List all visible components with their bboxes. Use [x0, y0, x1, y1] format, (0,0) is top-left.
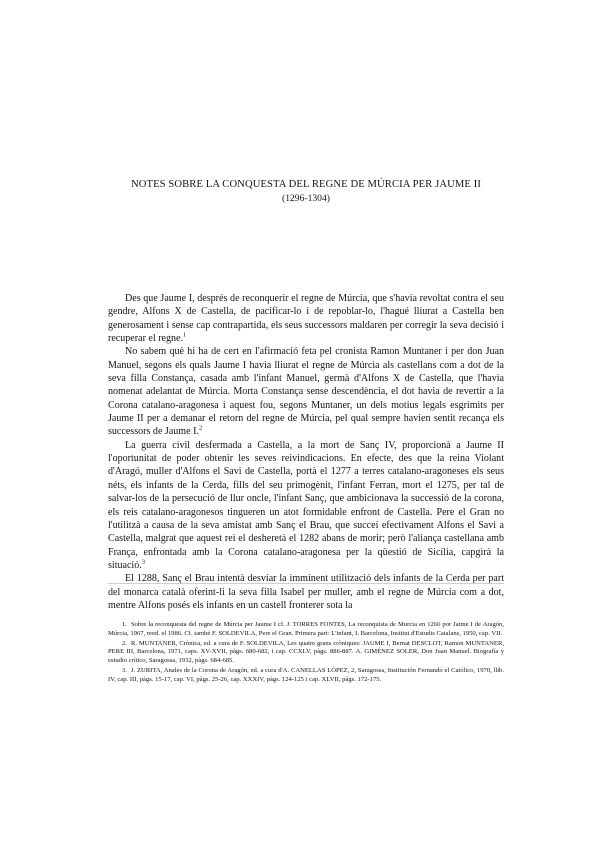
paragraph-text: Des que Jaume I, després de reconquerir el regne de Múrcia, que s'havia revoltat contra el seu gendre, Alfons X de Castella, de pacificar-lo i de repoblar-lo, l'hagué lliurat a Castella ben generosament i sense cap contrapartida, els seus successors maldaren per corregir la seva decisió i recuperar el regne. — [108, 293, 504, 345]
page-subtitle: (1296-1304) — [282, 193, 330, 204]
footnotes — [108, 621, 504, 686]
footnote-reference: 1 — [183, 331, 187, 339]
footnote-divider — [108, 583, 504, 584]
footnote-reference: 2 — [198, 425, 203, 433]
footnote — [108, 621, 504, 639]
footnote-text: J. ZURITA, Anales de la Corona de Aragón, ed. a cura d'A. CANELLAS LÓPEZ, 2, Saragossa, Institución Fernando el Católico, 1970, llib. IV, cap. III, pàgs. 15-17, cap. VI, pàgs. 25-26, cap. XXXIV, pàgs. 124-125 i cap. XLVII, pàgs. 172-175. — [108, 666, 504, 683]
body-paragraph — [108, 572, 504, 612]
footnote-number: 2. — [122, 639, 127, 647]
body-paragraph — [108, 439, 504, 572]
footnote — [108, 640, 504, 666]
footnote-text: Sobre la reconquesta del regne de Múrcia per Jaume I cf. J. TORRES FONTES, La reconquista de Murcia en 1266 por Jaime I de Aragón, Múrcia, 1967, reed. el 1986. Cf. també F. SOLDEVILA, Pere el Gran. Primera part: L'infant, I. Barcelona, Institut d'Estudis Catalans, 1950, cap. VII. — [108, 621, 504, 637]
footnote-text: R. MUNTANER, Crònica, ed. a cura de F. SOLDEVILA, Les quatre grans cròniques: JAUME I, Bernat DESCLOT, Ramon MUNTANER, PERE III, Barcelona, 1971, caps. XV-XVII, pàgs. 680-682, i cap. CCXLV, pàgs. 886-887. A. GIMÉNEZ SOLER, Don Juan Manuel. Biografía y estudio crítico, Saragossa, 1932, pàgs. 684-685. — [108, 639, 504, 665]
paragraph-text: No sabem què hi ha de cert en l'afirmació feta pel cronista Ramon Muntaner i per don Juan Manuel, segons els quals Jaume I havia lliurat el regne de Múrcia als castellans com a dot de la seva filla Constança, casada amb l'infant Manuel, germà d'Alfons X de Castella, que l'havia nomenat adelantat de Múrcia. Morta Constança sense descendència, el dot havia de revertir a la Corona catalano-aragonesa i aquest fou, segons Muntaner, un dels motius legals esgrimits per Jaume II per a demanar el retorn del regne de Múrcia, pel qual sempre havien sentit recança els successors de Jaume I. — [108, 346, 504, 438]
paragraph-text: La guerra civil desfermada a Castella, a la mort de Sanç IV, proporcionà a Jaume II l'oportunitat de poder obtenir les seves reivindicacions. En efecte, des que la reina Violant d'Aragó, muller d'Alfons el Savi de Castella, portà el 1277 a terres catalano-aragoneses els seus néts, els infants de la Cerda, fills del seu primogènit, l'infant Ferran, mort el 1275, per tal de salvar-los de la persecució de llur oncle, l'infant Sanç, que ambicionava la successió de la corona, els reis catalano-aragonesos tingueren un atot formidable enfront de Castella. Pere el Gran no l'utilitzà a causa de la seva amistat amb Sanç el Brau, que succeí efectivament Alfons el Savi a Castella, malgrat que aquest rei el desheretà el 1282 abans de morir; però l'aliança castellana amb França, enfrontada amb la Corona catalano-aragonesa per la qüestió de Sicília, capgirà la situació. — [108, 439, 504, 571]
footnote-reference: 3 — [141, 558, 146, 566]
body-paragraph — [108, 345, 504, 438]
paragraph-text: El 1288, Sanç el Brau intentà desviar la imminent utilització dels infants de la Cerda per part del monarca català oferint-li la seva filla Isabel per muller, amb el regne de Múrcia com a dot, mentre Alfons posés els infants en un castell fronterer sota la — [108, 573, 504, 611]
footnote — [108, 667, 504, 685]
body-paragraph — [108, 292, 504, 345]
footnote-number: 1. — [122, 621, 127, 628]
page-title: NOTES SOBRE LA CONQUESTA DEL REGNE DE MÚRCIA PER JAUME II — [131, 179, 481, 190]
body-text — [108, 292, 504, 612]
footnote-number: 3. — [122, 666, 127, 674]
